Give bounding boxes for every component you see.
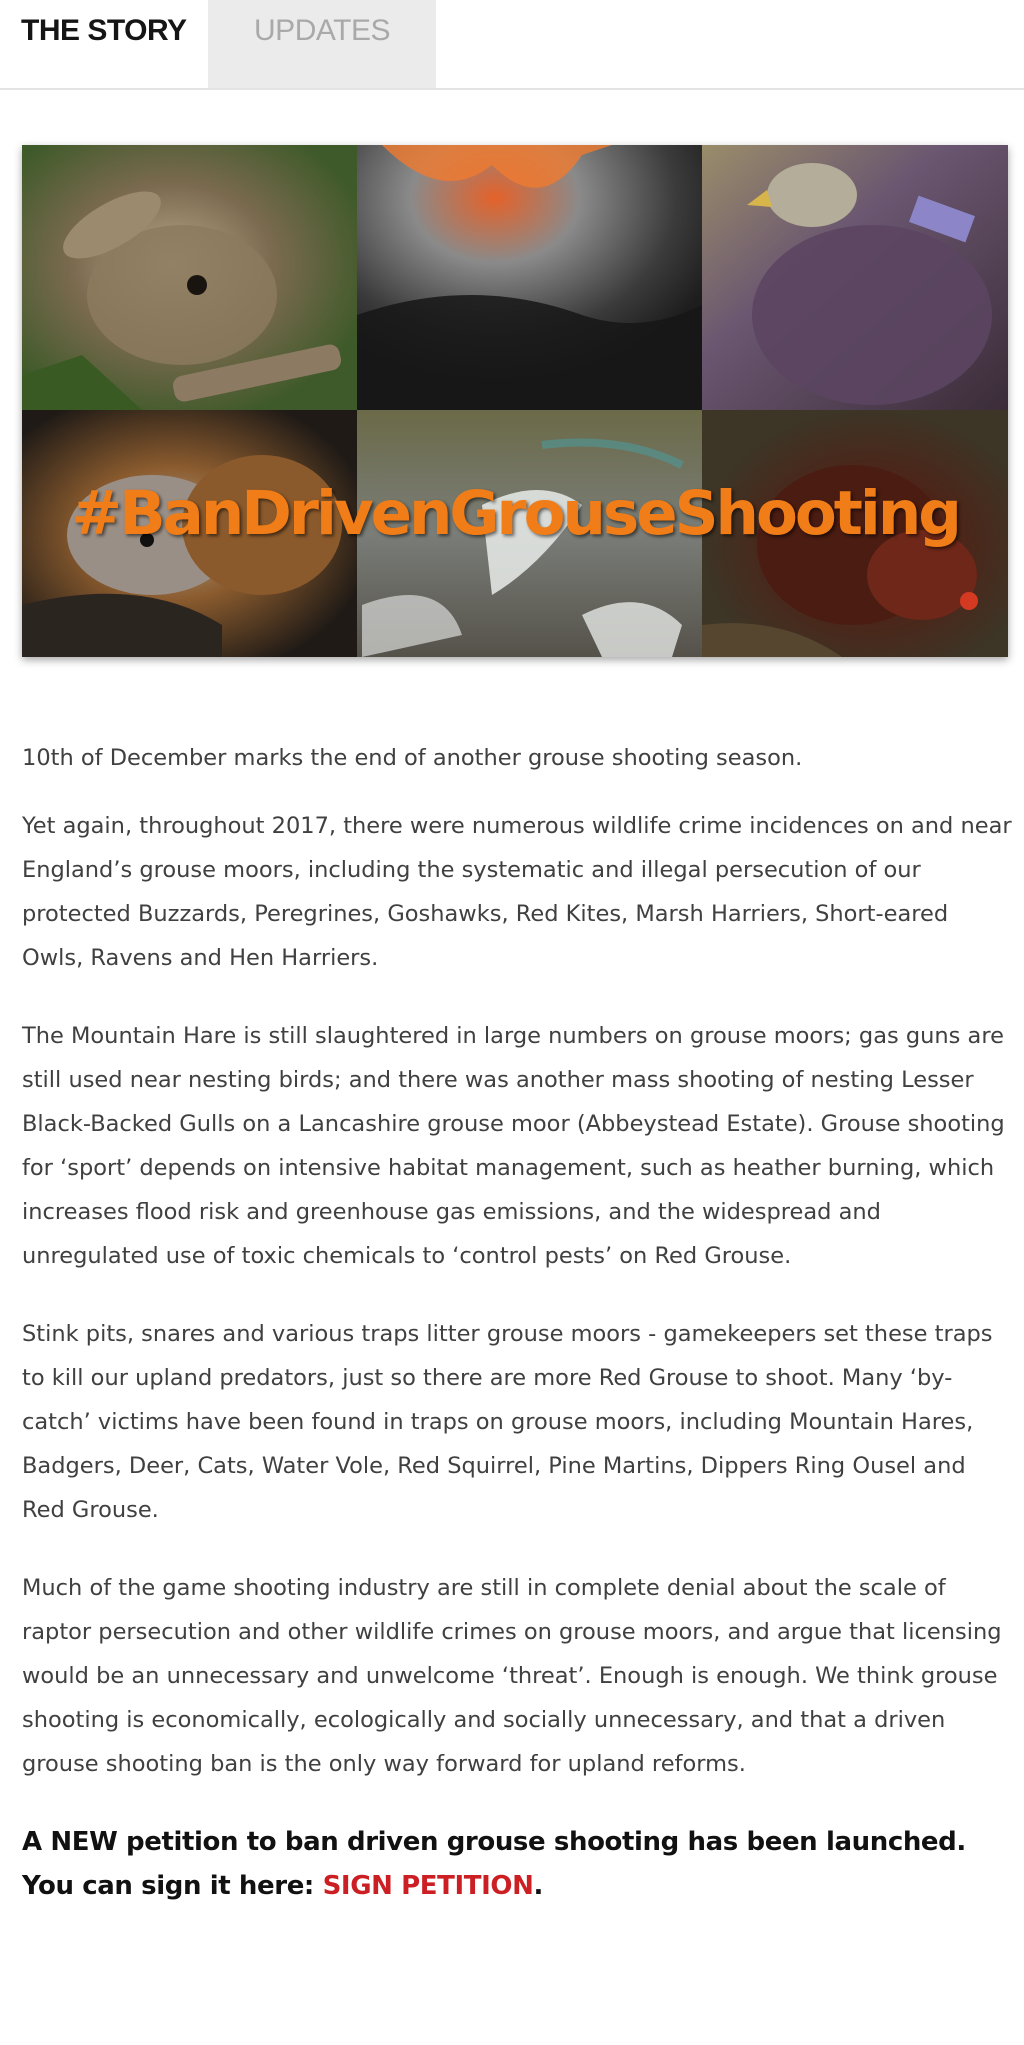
petition-callout-text: A NEW petition to ban driven grouse shooting has been launched. You can sign it here: [22,1827,966,1901]
petition-callout-period: . [533,1871,543,1901]
story-paragraph: Much of the game shooting industry are still in complete denial about the scale of raptor persecution and other wildlife crimes on grouse moors, and argue that licensing would be an unnecessary and unwelcome ‘threat’. Enough is enough. We think grouse shooting is economically, ecologically and socially unnecessary, and that a driven grouse shooting ban is the only way forward for upland reforms. [22,1575,1002,1777]
story-paragraph: The Mountain Hare is still slaughtered in large numbers on grouse moors; gas guns are still used near nesting birds; and there was another mass shooting of nesting Lesser Black-Backed Gulls on a Lancashire grouse moor (Abbeystead Estate). Grouse shooting for ‘sport’ depends on intensive habitat management, such as heather burning, which increases flood risk and greenhouse gas emissions, and the widespread and unregulated use of toxic chemicals to ‘control pests’ on Red Grouse. [22,1023,1005,1269]
sign-petition-link[interactable]: SIGN PETITION [322,1871,534,1901]
tab-updates[interactable]: UPDATES [208,0,436,88]
tab-the-story[interactable]: THE STORY [0,0,208,88]
tab-bar [0,0,1024,90]
collage-artwork [22,145,1008,657]
story-content [22,736,1012,1942]
story-paragraph: Stink pits, snares and various traps litter grouse moors - gamekeepers set these traps to kill our upland predators, just so there are more Red Grouse to shoot. Many ‘by-catch’ victims have been found in traps on grouse moors, including Mountain Hares, Badgers, Deer, Cats, Water Vole, Red Squirrel, Pine Martins, Dippers Ring Ousel and Red Grouse. [22,1321,993,1523]
petition-callout [22,1820,1012,1908]
story-paragraph: 10th of December marks the end of another grouse shooting season. [22,745,803,771]
hero-hashtag: #BanDrivenGrouseShooting [71,478,959,549]
hero-collage-image [22,145,1008,657]
story-paragraph: Yet again, throughout 2017, there were numerous wildlife crime incidences on and near England’s grouse moors, including the systematic and illegal persecution of our protected Buzzards, Peregrines, Goshawks, Red Kites, Marsh Harriers, Short-eared Owls, Ravens and Hen Harriers. [22,813,1012,971]
